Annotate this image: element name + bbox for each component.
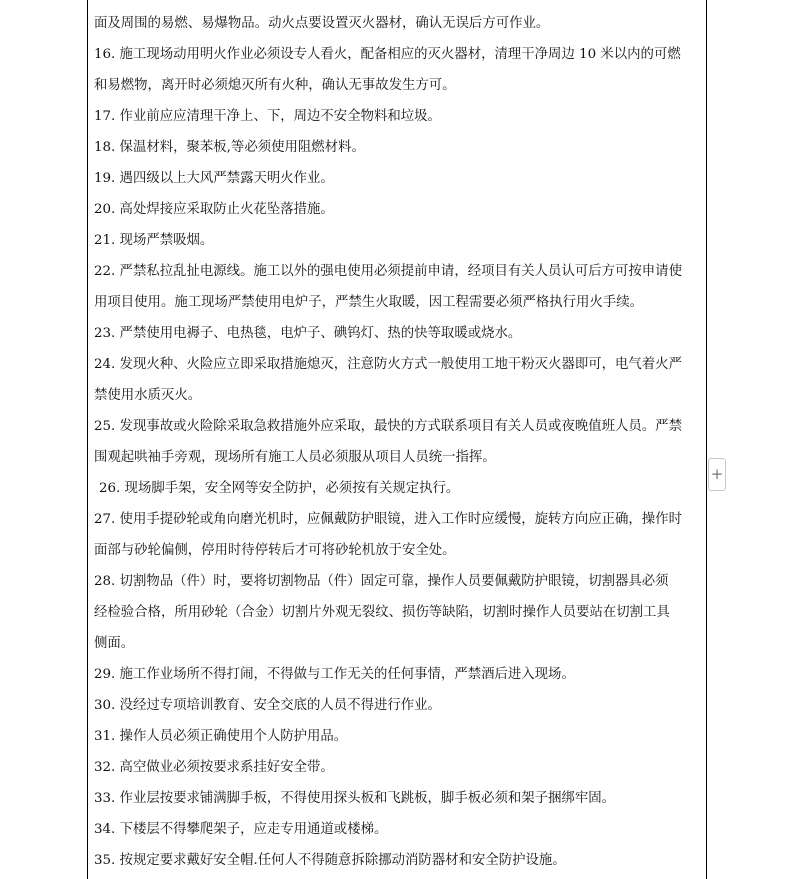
document-table-cell (87, 0, 707, 879)
document-line: 23. 严禁使用电褥子、电热毯，电炉子、碘钨灯、热的快等取暖或烧水。 (94, 326, 522, 341)
document-line: 面部与砂轮偏侧，停用时待停转后才可将砂轮机放于安全处。 (94, 543, 456, 558)
document-line: 33. 作业层按要求铺满脚手板，不得使用探头板和飞跳板，脚手板必须和架子捆绑牢固。 (94, 791, 616, 806)
document-line: 16. 施工现场动用明火作业必须设专人看火，配备相应的灭火器材，清理干净周边 10 米以内的可燃 (94, 47, 681, 62)
document-line: 26. 现场脚手架，安全网等安全防护，必须按有关规定执行。 (99, 481, 460, 496)
document-line: 22. 严禁私拉乱扯电源线。施工以外的强电使用必须提前申请，经项目有关人员认可后方可按申请使 (94, 264, 682, 279)
document-line: 20. 高处焊接应采取防止火花坠落措施。 (94, 202, 334, 217)
document-line: 31. 操作人员必须正确使用个人防护用品。 (94, 729, 348, 744)
document-line: 28. 切割物品（件）时，要将切割物品（件）固定可靠，操作人员要佩戴防护眼镜，切割器具必须 (94, 574, 669, 589)
document-line: 29. 施工作业场所不得打闹，不得做与工作无关的任何事情，严禁酒后进入现场。 (94, 667, 575, 682)
document-line: 35. 按规定要求戴好安全帽.任何人不得随意拆除挪动消防器材和安全防护设施。 (94, 853, 566, 868)
add-button[interactable] (708, 458, 726, 491)
document-line: 17. 作业前应应清理干净上、下，周边不安全物料和垃圾。 (94, 109, 441, 124)
document-line: 32. 高空做业必须按要求系挂好安全带。 (94, 760, 334, 775)
document-line: 和易燃物，离开时必须熄灭所有火种，确认无事故发生方可。 (94, 78, 456, 93)
document-body (94, 8, 706, 876)
plus-icon: + (710, 465, 724, 483)
document-line: 24. 发现火种、火险应立即采取措施熄灭，注意防火方式一般使用工地干粉灭火器即可，电气着火严 (94, 357, 682, 372)
document-line: 用项目使用。施工现场严禁使用电炉子，严禁生火取暖，因工程需要必须严格执行用火手续。 (94, 295, 644, 310)
document-line: 30. 没经过专项培训教育、安全交底的人员不得进行作业。 (94, 698, 441, 713)
document-line: 34. 下楼层不得攀爬架子，应走专用通道或楼梯。 (94, 822, 388, 837)
document-line: 18. 保温材料，聚苯板,等必须使用阻燃材料。 (94, 140, 365, 155)
document-line: 侧面。 (94, 636, 135, 651)
document-line: 19. 遇四级以上大风严禁露天明火作业。 (94, 171, 334, 186)
document-line: 围观起哄袖手旁观，现场所有施工人员必须服从项目人员统一指挥。 (94, 450, 496, 465)
document-line: 25. 发现事故或火险除采取急救措施外应采取，最快的方式联系项目有关人员或夜晚值班人员。严禁 (94, 419, 682, 434)
document-line: 21. 现场严禁吸烟。 (94, 233, 214, 248)
document-line: 禁使用水质灭火。 (94, 388, 202, 403)
document-line: 经检验合格，所用砂轮（合金）切割片外观无裂纹、损伤等缺陷，切割时操作人员要站在切割工具 (94, 605, 670, 620)
document-line: 27. 使用手提砂轮或角向磨光机时，应佩戴防护眼镜，进入工作时应缓慢，旋转方向应正确，操作时 (94, 512, 682, 527)
document-line: 面及周围的易燃、易爆物品。动火点要设置灭火器材，确认无误后方可作业。 (94, 16, 550, 31)
